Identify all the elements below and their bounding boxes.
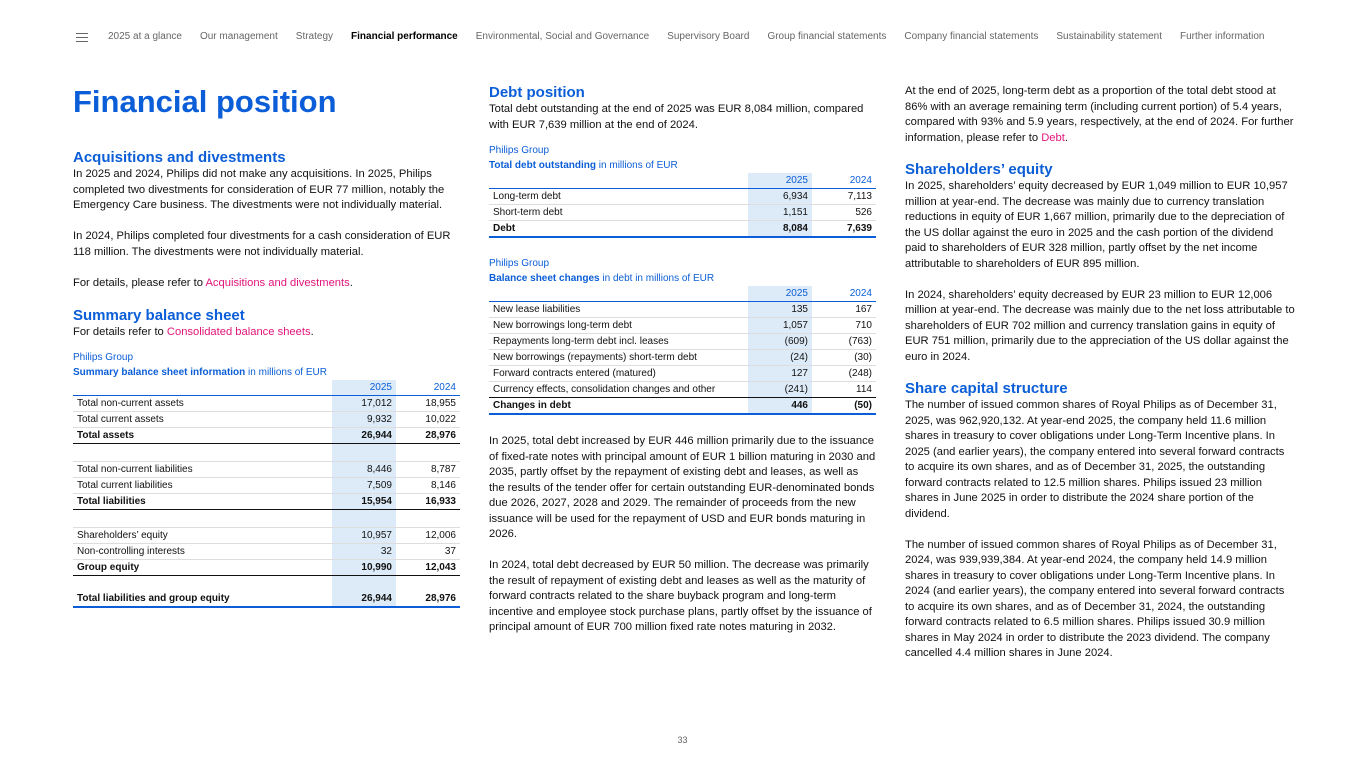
acquisitions-heading: Acquisitions and divestments bbox=[73, 149, 286, 166]
share-capital-paragraph-2025: The number of issued common shares of Royal Philips as of December 31, 2025, was 962,920,132. At year-end 2025, the company held 11.6 million shares in treasury to cover obligations under Long-Term Incentive plans. In 2025 (and earlier years), the company entered into several forward contracts to acquire its own shares, and as of December 31, 2025, the outstanding forward contracts related to 12.5 million shares. Philips issued 23 million shares in June 2025 in order to distribute the 2024 share portion of the dividend. bbox=[905, 399, 1285, 520]
summary-table-group-caption: Philips Group bbox=[73, 351, 134, 363]
debt-intro-paragraph: Total debt outstanding at the end of 2025 was EUR 8,084 million, compared with EUR 7,639 million at the end of 2024. bbox=[489, 103, 864, 131]
nav-item-group-financial-statements[interactable]: Group financial statements bbox=[767, 31, 887, 42]
nav-items bbox=[108, 31, 1264, 42]
debt-paragraph-2024: In 2024, total debt decreased by EUR 50 million. The decrease was primarily the result of repayment of existing debt and leases as well as the maturity of forward contracts related to the share buyback program and long-term incentive and employee stock purchase plans, partly offset by the issuance of principal amount of EUR 700 million fixed rate notes maturing in 2032. bbox=[489, 559, 872, 633]
summary-balance-table bbox=[73, 380, 460, 609]
nav-item-esg[interactable]: Environmental, Social and Governance bbox=[475, 31, 650, 42]
summary-table-caption: Summary balance sheet information in millions of EUR bbox=[73, 366, 327, 378]
column-right bbox=[905, 84, 1295, 662]
equity-paragraph-2024: In 2024, shareholders’ equity decreased by EUR 23 million to EUR 12,006 million at year-end. The decrease was mainly due to the net loss attributable to shareholders of EUR 702 million and currency translation gains in equity of EUR 751 million, primarily due to the appreciation of the US dollar against the euro in 2024. bbox=[905, 288, 1295, 363]
table-row: Total non-current assets 17,012 18,955 bbox=[73, 395, 460, 411]
table-row: Total current liabilities 7,509 8,146 bbox=[73, 477, 460, 493]
column-header-2025: 2025 bbox=[748, 173, 812, 189]
acquisitions-link[interactable]: Acquisitions and divestments bbox=[205, 276, 350, 289]
debt-table-caption: Total debt outstanding in millions of EUR bbox=[489, 160, 678, 171]
acquisitions-paragraph-2: In 2024, Philips completed four divestments for a cash consideration of EUR 118 million. The divestments were not individually material. bbox=[73, 230, 451, 258]
total-debt-table bbox=[489, 173, 876, 238]
table-row: Non-controlling interests 32 37 bbox=[73, 543, 460, 559]
equity-paragraph-2025: In 2025, shareholders’ equity decreased by EUR 1,049 million to EUR 10,957 million at year-end. The decrease was mainly due to currency translation reductions in equity of EUR 1,667 million, primarily due to the depreciation of the US dollar against the euro in 2025 and the cash portion of the dividend paid to shareholders of EUR 328 million, partly offset by the net income attributable to shareholders of EUR 895 million. bbox=[905, 180, 1288, 270]
column-middle bbox=[489, 84, 876, 636]
table-row-total: Total liabilities 15,954 16,933 bbox=[73, 493, 460, 509]
table-row: New borrowings (repayments) short-term debt (24) (30) bbox=[489, 350, 876, 366]
table-row: Long-term debt 6,934 7,113 bbox=[489, 189, 876, 205]
share-capital-heading: Share capital structure bbox=[905, 380, 1068, 397]
column-left bbox=[73, 84, 460, 608]
acquisitions-paragraph-1: In 2025 and 2024, Philips did not make any acquisitions. In 2025, Philips completed two divestments for consideration of EUR 77 million, notably the Emergency Care business. The divestments were not individually material. bbox=[73, 168, 445, 211]
debt-table-group-caption: Philips Group bbox=[489, 145, 550, 156]
table-row: Shareholders’ equity 10,957 12,006 bbox=[73, 527, 460, 543]
hamburger-menu-icon[interactable] bbox=[76, 33, 88, 43]
column-header-2024: 2024 bbox=[812, 286, 876, 302]
nav-item-sustainability-statement[interactable]: Sustainability statement bbox=[1056, 31, 1162, 42]
top-navigation bbox=[0, 0, 1365, 75]
nav-item-further-information[interactable]: Further information bbox=[1179, 31, 1265, 42]
shareholders-equity-heading: Shareholders’ equity bbox=[905, 161, 1053, 178]
table-row: Total non-current liabilities 8,446 8,787 bbox=[73, 461, 460, 477]
table-row-total: Debt 8,084 7,639 bbox=[489, 221, 876, 238]
table-row: Total current assets 9,932 10,022 bbox=[73, 411, 460, 427]
table-row-grand-total: Total liabilities and group equity 26,944 28,976 bbox=[73, 575, 460, 607]
page-title: Financial position bbox=[73, 84, 337, 119]
table-row: Short-term debt 1,151 526 bbox=[489, 205, 876, 221]
table-row-spacer bbox=[73, 509, 460, 527]
nav-item-our-management[interactable]: Our management bbox=[199, 31, 278, 42]
nav-item-company-financial-statements[interactable]: Company financial statements bbox=[904, 31, 1039, 42]
nav-item-strategy[interactable]: Strategy bbox=[295, 31, 334, 42]
table-row: New lease liabilities 135 167 bbox=[489, 302, 876, 318]
table-row: Forward contracts entered (matured) 127 (248) bbox=[489, 366, 876, 382]
nav-item-2025-at-a-glance[interactable]: 2025 at a glance bbox=[108, 31, 182, 42]
balance-changes-caption: Balance sheet changes in debt in millions of EUR bbox=[489, 273, 715, 284]
debt-paragraph-2025: In 2025, total debt increased by EUR 446 million primarily due to the issuance of fixed-rate notes with principal amount of EUR 1 billion maturing in 2030 and 2035, partly offset by the repayment of existing debt and leases, as well as the results of the tender offer for certain outstanding EUR-denominated bonds due 2026, 2027, 2028 and 2029. The remainder of proceeds from the new issuance will be used for the repayment of USD and EUR bonds maturing in 2026. bbox=[489, 435, 876, 540]
table-row-total: Group equity 10,990 12,043 bbox=[73, 559, 460, 575]
consolidated-balance-sheets-link[interactable]: Consolidated balance sheets bbox=[166, 326, 311, 338]
nav-item-financial-performance[interactable]: Financial performance bbox=[351, 31, 458, 42]
acquisitions-paragraph-3: For details, please refer to Acquisitions and divestments. bbox=[73, 276, 353, 289]
share-capital-paragraph-2024: The number of issued common shares of Royal Philips as of December 31, 2024, was 939,939,384. At year-end 2024, the company held 14.9 million shares in treasury to cover obligations under Long-Term Incentive plans. In 2024 (and earlier years), the company entered into several forward contracts to acquire its own shares, and as of December 31, 2024, the outstanding forward contracts related to 6.5 million shares. Philips issued 30.9 million shares in May 2024 in order to distribute the 2023 dividend. The company cancelled 4.4 million shares in June 2024. bbox=[905, 538, 1285, 659]
table-row: Repayments long-term debt incl. leases (609) (763) bbox=[489, 334, 876, 350]
column-header-2025: 2025 bbox=[748, 286, 812, 302]
balance-changes-group-caption: Philips Group bbox=[489, 258, 550, 269]
debt-link[interactable]: Debt bbox=[1041, 131, 1065, 144]
column-header-2024: 2024 bbox=[396, 380, 460, 396]
summary-balance-heading: Summary balance sheet bbox=[73, 307, 245, 324]
summary-balance-paragraph: For details refer to Consolidated balance sheets. bbox=[73, 326, 314, 338]
balance-sheet-changes-table bbox=[489, 286, 876, 415]
table-row-total: Changes in debt 446 (50) bbox=[489, 398, 876, 415]
debt-position-heading: Debt position bbox=[489, 84, 585, 101]
page-number: 33 bbox=[677, 735, 688, 745]
table-row-spacer bbox=[73, 443, 460, 461]
table-row: New borrowings long-term debt 1,057 710 bbox=[489, 318, 876, 334]
table-row-total: Total assets 26,944 28,976 bbox=[73, 427, 460, 443]
nav-item-supervisory-board[interactable]: Supervisory Board bbox=[667, 31, 750, 42]
column-header-2024: 2024 bbox=[812, 173, 876, 189]
table-row: Currency effects, consolidation changes and other (241) 114 bbox=[489, 382, 876, 398]
column-header-2025: 2025 bbox=[332, 380, 396, 396]
long-term-debt-paragraph: At the end of 2025, long-term debt as a proportion of the total debt stood at 86% with an average remaining term (including current portion) of 5.4 years, compared with 93% and 5.9 years, respectively, at the end of 2024. For further information, please refer to Debt. bbox=[905, 85, 1294, 144]
